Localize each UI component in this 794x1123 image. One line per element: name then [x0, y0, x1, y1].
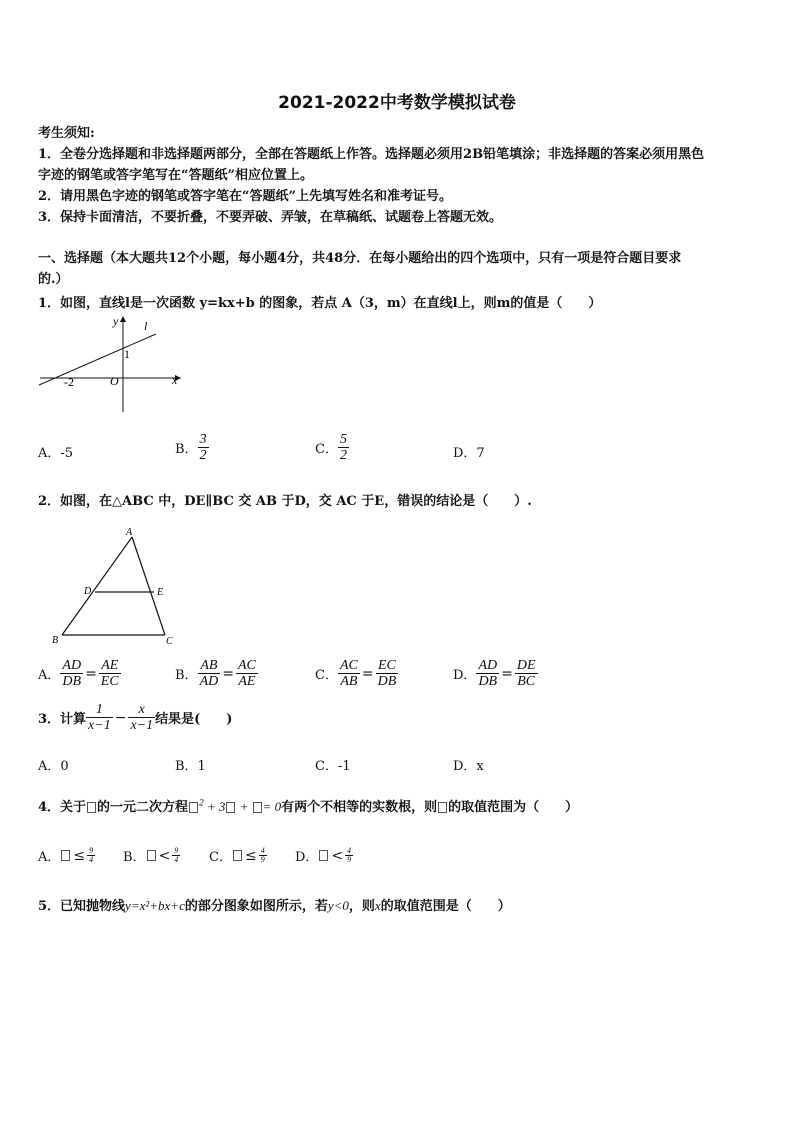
q3-option-c: C．-1 [315, 759, 351, 774]
q2-triangle-figure [48, 523, 180, 648]
q4-option-d: D． < $\frac{4}{9}$ [295, 846, 352, 865]
section-heading-1: 一、选择题（本大题共12个小题，每小题4分，共48分．在每小题给出的四个选项中，只有一项是符合题目要求 [38, 251, 682, 266]
section-heading-2: 的.） [38, 272, 69, 287]
y-arrow [120, 316, 126, 322]
label-d: D [84, 586, 92, 597]
label-1: 1 [124, 347, 130, 361]
q3-option-d: D．x [453, 759, 484, 774]
q1-option-a: A．-5 [38, 446, 74, 461]
label-l: l [144, 319, 148, 333]
notice-line-3: 3．保持卡面清洁，不要折叠，不要弄破、弄皱，在草稿纸、试题卷上答题无效。 [38, 210, 503, 225]
notice-line-1b: 字迹的钢笔或答字笔写在“答题纸”相应位置上。 [38, 168, 313, 183]
label-c: C [166, 636, 173, 647]
q4-option-a: A． ≤ $\frac{9}{4}$ [38, 846, 94, 865]
missing-glyph-box [438, 802, 447, 813]
q2-option-d: D． $\frac{AD}{DB}$ = $\frac{DE}{BC}$ [453, 658, 536, 689]
q3-option-a: A．0 [38, 759, 69, 774]
q2-option-a: A． $\frac{AD}{DB}$ = $\frac{AE}{EC}$ [38, 658, 119, 689]
notice-line-1a: 1．全卷分选择题和非选择题两部分，全部在答题纸上作答。选择题必须用2B铅笔填涂；非选择题的答案必须用黑色 [38, 147, 705, 162]
missing-glyph-box [253, 802, 262, 813]
label-b: B [52, 635, 59, 646]
missing-glyph-box [189, 802, 198, 813]
q2-stem: 2．如图，在△ABC 中，DE∥BC 交 AB 于D，交 AC 于E，错误的结论是（ ）. [38, 494, 532, 509]
side-ab [62, 537, 132, 635]
label-e: E [157, 587, 164, 598]
label-a: A [126, 527, 133, 538]
q4-stem: 4．关于 的一元二次方程 $^2$ + 3 + = 0有两个不相等的实数根，则 的取值范围为（ ） [38, 797, 579, 815]
q1-stem: 1．如图，直线l是一次函数 y=kx+b 的图象，若点 A（3，m）在直线l上，则m的值是（ ） [38, 296, 602, 311]
notice-line-2: 2．请用黑色字迹的钢笔或答字笔在“答题纸”上先填写姓名和准考证号。 [38, 189, 453, 204]
label-neg2: -2 [64, 375, 74, 389]
q1-line-graph [36, 312, 186, 417]
q1-option-d: D．7 [453, 446, 485, 461]
q3-stem: 3．计算 $\frac{1}{x-1}$ − $\frac{x}{x-1}$ 结果是( ) [38, 702, 233, 733]
label-o: O [110, 374, 119, 388]
notice-heading: 考生须知: [38, 126, 95, 141]
q2-option-c: C． $\frac{AC}{AB}$ = $\frac{EC}{DB}$ [315, 658, 397, 689]
line-l [39, 334, 156, 385]
q3-option-b: B．1 [175, 759, 206, 774]
q4-option-b: B． < $\frac{9}{4}$ [123, 846, 179, 865]
q1-option-b: B． $\frac{3}{2}$ [175, 432, 207, 463]
page-title: 2021-2022中考数学模拟试卷 [278, 93, 516, 113]
missing-glyph-box [87, 802, 96, 813]
q4-option-c: C． ≤ $\frac{4}{9}$ [209, 846, 265, 865]
label-y: y [113, 314, 119, 328]
missing-glyph-box [226, 802, 235, 813]
q1-option-c: C． $\frac{5}{2}$ [315, 432, 347, 463]
side-ac [132, 537, 165, 635]
q2-option-b: B． $\frac{AB}{AD}$ = $\frac{AC}{AE}$ [175, 658, 256, 689]
label-x: x [172, 373, 178, 387]
q5-stem: 5．已知抛物线y=x²+bx+c的部分图象如图所示，若y<0，则x的取值范围是（ ） [38, 898, 511, 914]
